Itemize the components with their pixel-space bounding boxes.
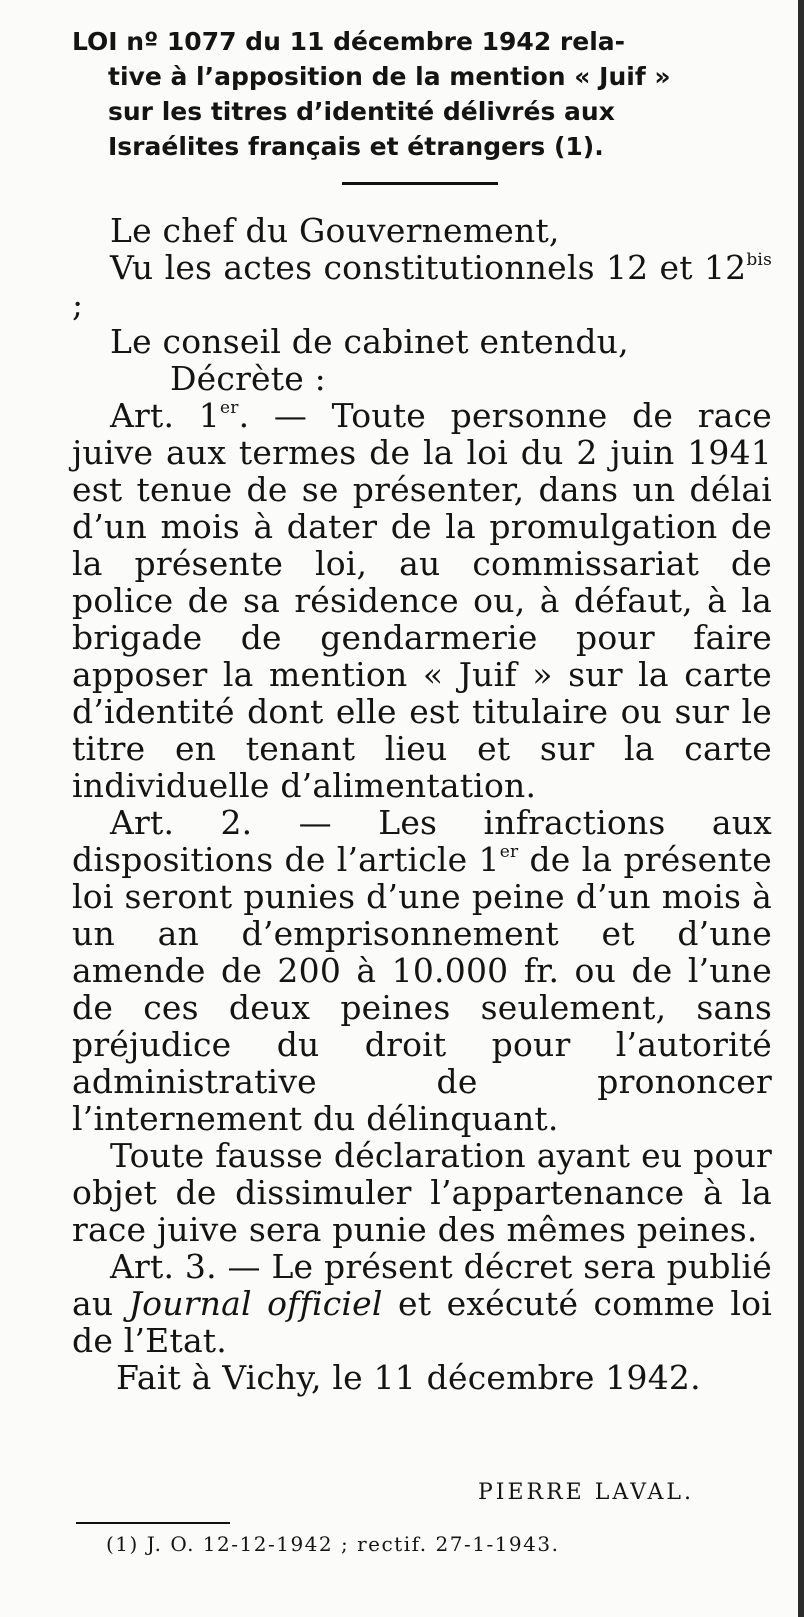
law-title	[72, 24, 768, 164]
title-line-2: tive à l’apposition de la mention « Juif »	[108, 62, 671, 91]
footnote-rule	[76, 1522, 230, 1524]
preamble-chef: Le chef du Gouvernement,	[110, 211, 560, 250]
false-declaration-paragraph: Toute fausse déclaration ayant eu pour objet de dissimuler l’appartenance à la race juive sera punie des mêmes peines.	[72, 1136, 772, 1249]
preamble-vu: Vu les actes constitutionnels 12 et $12^{bis}$ ;	[72, 248, 772, 324]
title-line-4: Israélites français et étrangers (1).	[108, 132, 604, 161]
article-1: Art. 1er. — Toute personne de race juive aux termes de la loi du 2 juin 1941 est tenue de se présenter, dans un délai d’un mois à dater de la promulgation de la présente loi, au commissariat de police de sa résidence ou, à défaut, à la brigade de gendarmerie pour faire apposer la mention « Juif » sur la carte d’identité dont elle est titulaire ou sur le titre en tenant lieu et sur la carte individuelle d’alimentation.	[72, 396, 773, 805]
title-separator-rule	[342, 182, 498, 185]
signature: PIERRE LAVAL.	[478, 1480, 695, 1505]
scan-edge	[798, 0, 804, 1617]
footnote: (1) J. O. 12-12-1942 ; rectif. 27-1-1943.	[106, 1532, 560, 1556]
preamble-conseil: Le conseil de cabinet entendu,	[110, 322, 629, 361]
article-2: Art. 2. — Les infractions aux dispositions de l’article 1er de la présente loi seront punies d’une peine d’un mois à un an d’emprisonnement et d’une amende de 200 à 10.000 fr. ou de l’une de ces deux peines seulement, sans préjudice du droit pour l’autorité administrative de prononcer l’internement du délinquant.	[72, 803, 772, 1138]
place-date-line: Fait à Vichy, le 11 décembre 1942.	[116, 1358, 701, 1397]
title-line-3: sur les titres d’identité délivrés aux	[108, 97, 615, 126]
law-body	[72, 212, 772, 1396]
title-line-1: LOI nº 1077 du 11 décembre 1942 rela-	[72, 27, 626, 56]
article-3: Art. 3. — Le présent décret sera publié au Journal officiel et exécuté comme loi de l’Etat.	[72, 1247, 772, 1360]
preamble-decrete: Décrète :	[170, 359, 326, 398]
